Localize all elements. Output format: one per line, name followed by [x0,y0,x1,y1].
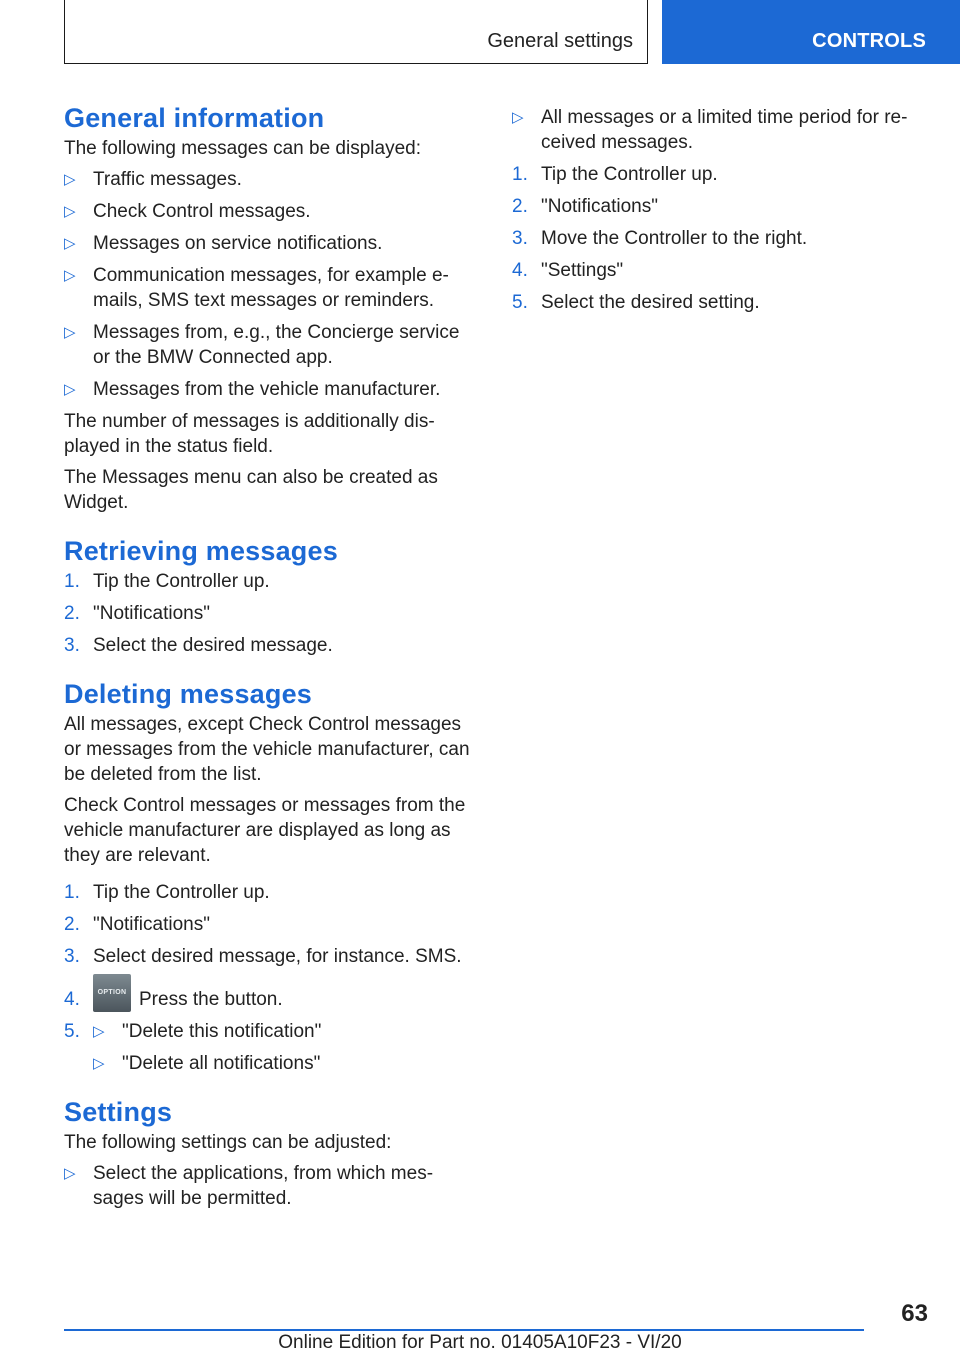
triangle-bullet-icon: ▷ [64,267,76,284]
step-number: 1. [64,882,80,903]
list-item: ▷ Check Control messages. [64,201,311,222]
step-number: 5. [64,1021,80,1042]
list-item: 4. OPTION Press the button. [64,987,474,1012]
header-section-box [64,0,648,64]
retrieving-messages-heading: Retrieving messages [64,536,338,566]
step-number: 2. [512,196,528,217]
list-item: ▷ Messages on service notifications. [64,233,383,254]
settings-list-left [64,1161,474,1211]
list-item: ▷ Traffic messages. [64,169,242,190]
list-item: 3. Move the Controller to the right. [512,228,808,249]
settings-list-right [512,105,912,155]
list-item: 5. Select the desired setting. [512,292,760,313]
deleting-paragraph-2: Check Control messages or messages from the vehicle manufacturer are displayed as long as they are relevant. [64,795,466,866]
list-item: ▷ Select the applications, from which mes-sages will be permitted. [64,1163,434,1209]
option-button-icon: OPTION [93,974,131,1012]
triangle-bullet-icon: ▷ [64,203,76,220]
step-number: 4. [512,260,528,281]
triangle-bullet-icon: ▷ [64,235,76,252]
list-item: 2. "Notifications" [512,196,658,217]
step-number: 1. [64,571,80,592]
list-item: 1. Tip the Controller up. [64,571,270,592]
step-number: 4. [64,989,80,1010]
left-column [64,100,474,1218]
list-item: 2. "Notifications" [64,914,210,935]
triangle-bullet-icon: ▷ [93,1023,105,1040]
list-item: ▷ All messages or a limited time period for re-ceived messages. [512,107,908,153]
step-number: 2. [64,914,80,935]
general-information-intro: The following messages can be displayed: [64,138,421,159]
deleting-paragraph-1: All messages, except Check Control messages or messages from the vehicle manufacturer, can be deleted from the list. [64,714,470,785]
step-number: 3. [64,946,80,967]
header-chapter-tab [662,0,960,64]
status-field-paragraph: The number of messages is additionally dis-played in the status field. [64,411,435,457]
footer-edition: Online Edition for Part no. 01405A10F23 - VI/20 [278,1332,682,1353]
deleting-steps-list [64,880,474,1076]
triangle-bullet-icon: ▷ [64,381,76,398]
message-types-list [64,167,474,402]
settings-steps-list [512,162,912,315]
right-column [512,105,912,322]
retrieving-steps-list [64,569,474,658]
list-item: 3. Select desired message, for instance. SMS. [64,946,462,967]
step-number: 2. [64,603,80,624]
deleting-messages-heading: Deleting messages [64,679,313,709]
list-item: ▷ Messages from the vehicle manufacturer. [64,379,441,400]
triangle-bullet-icon: ▷ [64,171,76,188]
header-section-title: General settings [487,30,633,52]
settings-heading: Settings [64,1097,173,1127]
step-number: 3. [64,635,80,656]
page-number: 63 [901,1300,928,1327]
triangle-bullet-icon: ▷ [64,324,76,341]
list-item: ▷ Communication messages, for example e-mails, SMS text messages or reminders. [64,265,449,311]
list-item: 3. Select the desired message. [64,635,333,656]
list-item: 4. "Settings" [512,260,624,281]
triangle-bullet-icon: ▷ [93,1055,105,1072]
widget-paragraph: The Messages menu can also be created as Widget. [64,467,438,513]
settings-intro: The following settings can be adjusted: [64,1132,392,1153]
triangle-bullet-icon: ▷ [512,109,524,126]
list-item: 1. Tip the Controller up. [64,882,270,903]
header-chapter-label: CONTROLS [812,30,926,52]
step-number: 3. [512,228,528,249]
step-number: 5. [512,292,528,313]
list-item: ▷ Messages from, e.g., the Concierge service or the BMW Connected app. [64,322,460,368]
footer-divider [64,1329,864,1331]
step-number: 1. [512,164,528,185]
list-item: 1. Tip the Controller up. [512,164,718,185]
list-item: 5. ▷ "Delete this notification" ▷ "Delete all notifications" [64,1021,322,1074]
list-item: 2. "Notifications" [64,603,210,624]
general-information-heading: General information [64,103,325,133]
triangle-bullet-icon: ▷ [64,1165,76,1182]
